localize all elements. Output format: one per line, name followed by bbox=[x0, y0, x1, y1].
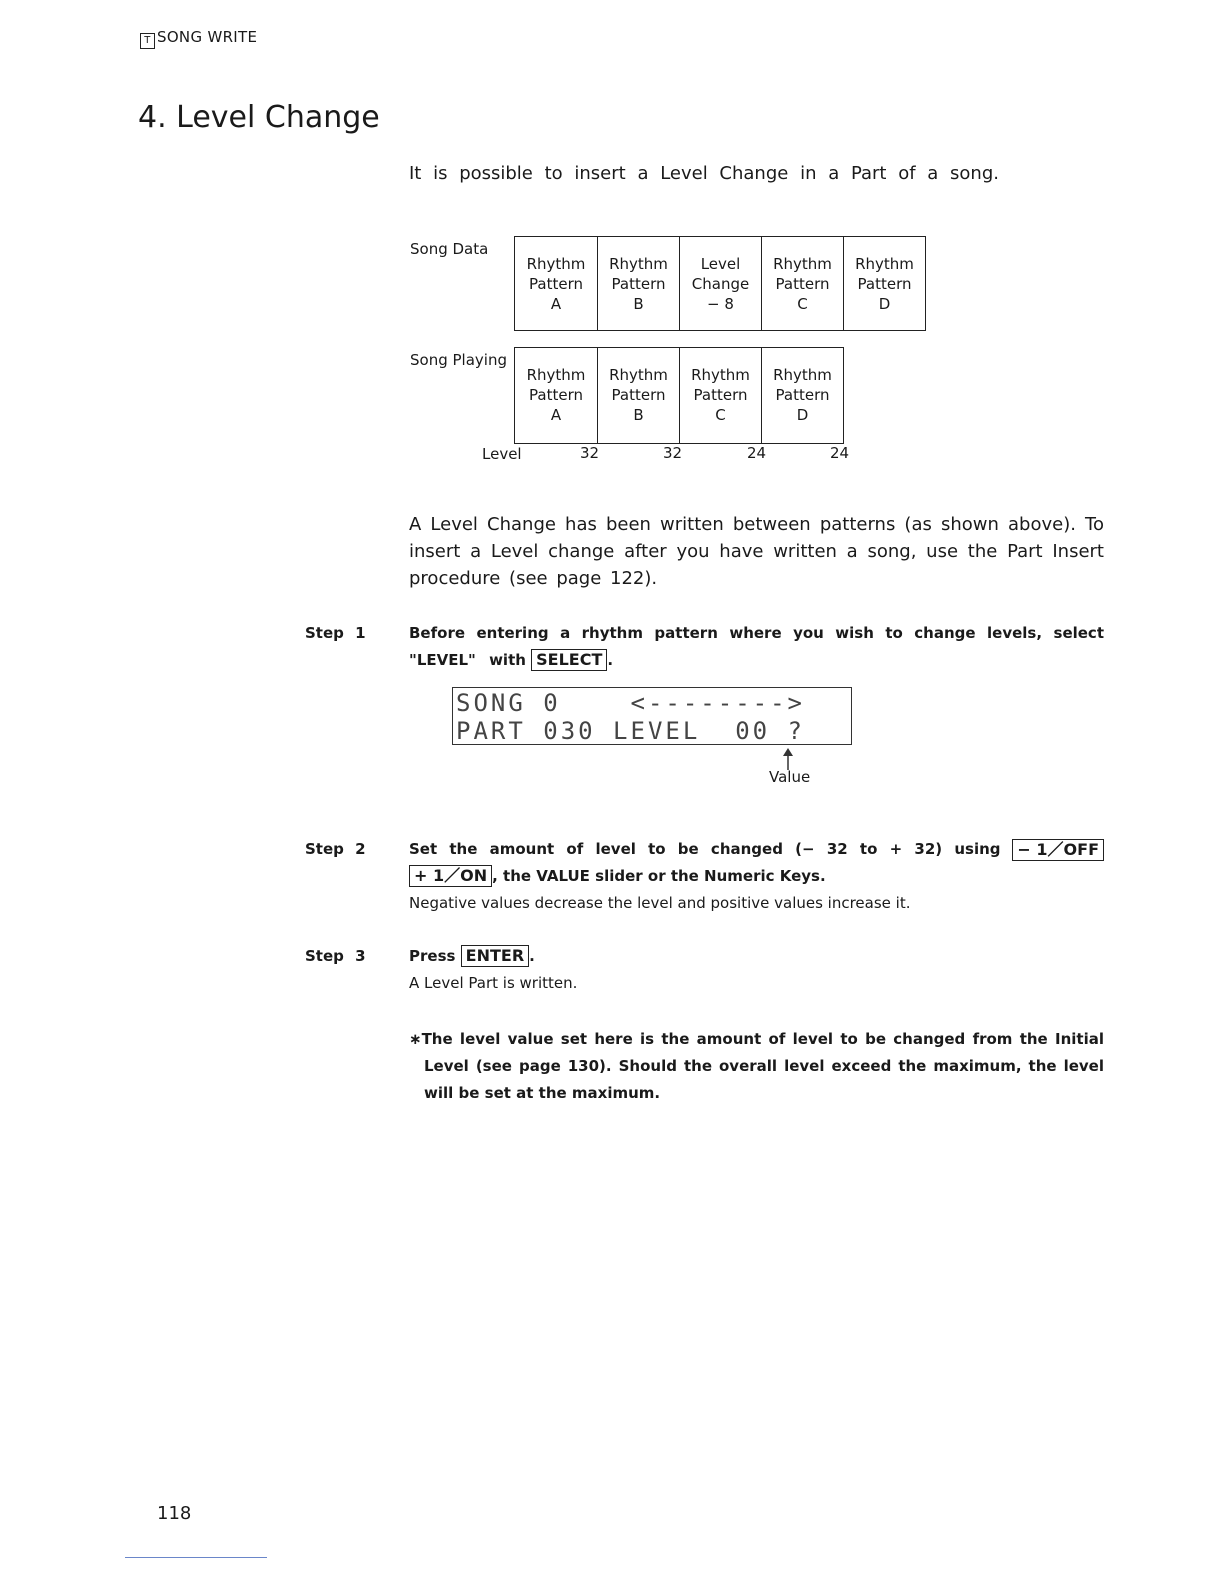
running-header-label: SONG WRITE bbox=[157, 28, 258, 46]
song-data-cell: Rhythm Pattern A bbox=[526, 255, 586, 313]
plus-one-on-key: + 1／ON bbox=[409, 865, 492, 887]
footnote-line: Level (see page 130). Should the overall level exceed the maximum, the level bbox=[424, 1057, 1104, 1075]
minus-one-off-key: − 1／OFF bbox=[1012, 839, 1104, 861]
song-data-grid bbox=[514, 236, 926, 331]
step-3-line: Press ENTER . bbox=[409, 946, 535, 965]
page-title: 4. Level Change bbox=[138, 100, 380, 135]
song-playing-cell: Rhythm Pattern C bbox=[679, 348, 761, 443]
step-1-label: Step 1 bbox=[305, 624, 366, 642]
value-label: Value bbox=[769, 768, 811, 786]
song-playing-cell: Rhythm Pattern B bbox=[597, 348, 679, 443]
step-3-line: A Level Part is written. bbox=[409, 974, 578, 992]
lcd-line-1: SONG 0 <--------> bbox=[456, 689, 805, 717]
step-3-text bbox=[409, 943, 1104, 997]
level-value: 32 bbox=[663, 444, 683, 462]
footnote-line: will be set at the maximum. bbox=[424, 1084, 661, 1102]
song-data-cell: Rhythm Pattern C bbox=[761, 237, 843, 330]
up-arrow-icon bbox=[783, 748, 793, 770]
intro-text: It is possible to insert a Level Change in a Part of a song. bbox=[409, 163, 999, 184]
lcd-line-2: PART 030 LEVEL 00 ? bbox=[456, 717, 805, 745]
step-2-line: + 1／ON , the VALUE slider or the Numeric Keys. bbox=[409, 863, 1104, 890]
select-key: SELECT bbox=[531, 649, 607, 671]
page-number: 118 bbox=[157, 1503, 192, 1524]
running-header bbox=[140, 28, 257, 49]
level-value: 24 bbox=[747, 444, 767, 462]
lcd-display bbox=[452, 687, 852, 745]
song-data-label: Song Data bbox=[410, 240, 489, 258]
song-playing-grid bbox=[514, 347, 844, 444]
song-data-cell: Rhythm Pattern B bbox=[597, 237, 679, 330]
song-data-cell: Rhythm Pattern D bbox=[843, 237, 925, 330]
enter-key: ENTER bbox=[461, 945, 529, 967]
step-1-text bbox=[409, 620, 1104, 674]
step-3-label: Step 3 bbox=[305, 947, 366, 965]
footer-rule bbox=[125, 1557, 267, 1558]
step-2-text bbox=[409, 836, 1104, 917]
step-1-line: Before entering a rhythm pattern where you wish to change levels, select bbox=[409, 624, 1104, 642]
step-2-label: Step 2 bbox=[305, 840, 366, 858]
song-data-cell: Level Change − 8 bbox=[679, 237, 761, 330]
level-value: 24 bbox=[830, 444, 850, 462]
footnote-line: ∗The level value set here is the amount of level to be changed from the Initial bbox=[409, 1030, 1104, 1048]
level-row-label: Level bbox=[482, 445, 522, 463]
song-playing-label: Song Playing bbox=[410, 351, 507, 369]
explanation-paragraph: A Level Change has been written between patterns (as shown above). To insert a Level change after you have written a song, use the Part Insert procedure (see page 122). bbox=[409, 514, 1104, 589]
level-value: 32 bbox=[580, 444, 600, 462]
step-2-line: Negative values decrease the level and positive values increase it. bbox=[409, 894, 911, 912]
song-playing-cell: Rhythm Pattern D bbox=[761, 348, 843, 443]
song-playing-cell: Rhythm Pattern A bbox=[526, 366, 586, 424]
footnote bbox=[409, 1026, 1104, 1107]
section-icon: T bbox=[140, 33, 155, 49]
step-1-line: "LEVEL" with SELECT . bbox=[409, 650, 614, 669]
step-2-line: Set the amount of level to be changed (− 32 to + 32) using − 1／OFF bbox=[409, 836, 1104, 863]
